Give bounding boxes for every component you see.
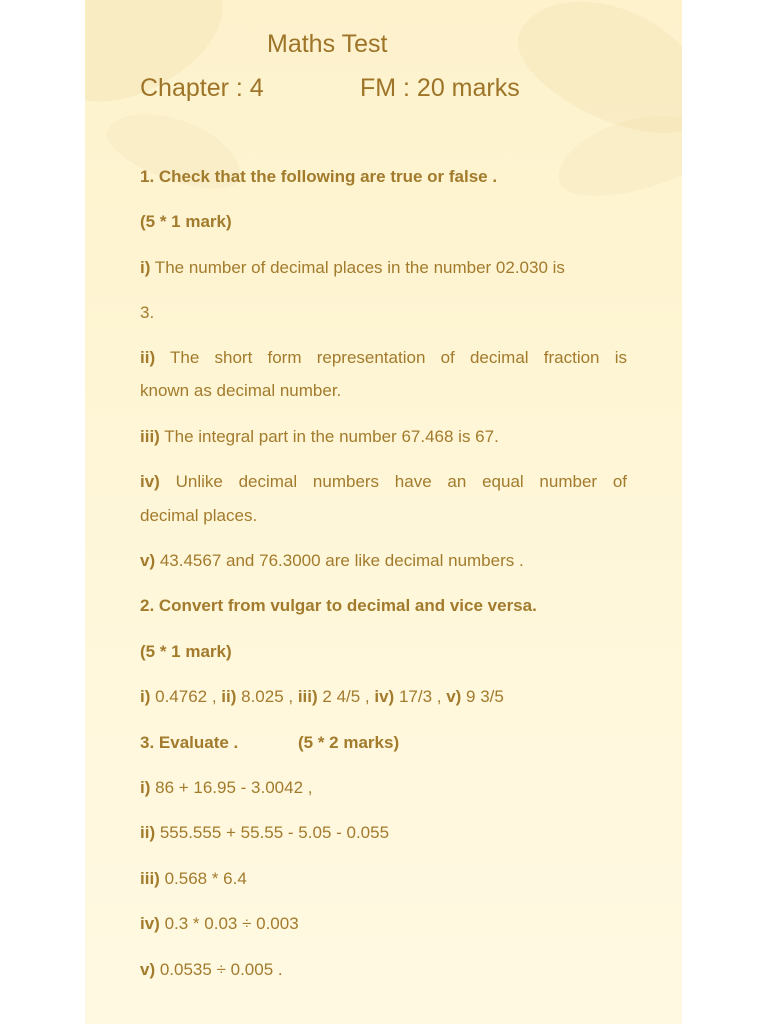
q2-parts: [140, 687, 627, 707]
item-number: iv): [140, 914, 160, 933]
item-number: i): [140, 778, 151, 797]
item-text: 17/3 ,: [394, 687, 447, 706]
q3-item-5: [140, 960, 627, 980]
q1-item-5: [140, 551, 627, 571]
item-number: ii): [221, 687, 237, 706]
item-number: v): [140, 551, 156, 570]
q1-item-1-continuation: 3.: [140, 303, 155, 322]
item-number: iii): [140, 427, 160, 446]
q1-item-3: [140, 427, 627, 447]
item-text: The short form representation of decimal fraction is: [155, 348, 627, 367]
full-marks-label: FM : 20 marks: [360, 74, 520, 102]
item-text: The integral part in the number 67.468 is 67.: [159, 427, 499, 446]
item-text: 0.0535 ÷ 0.005 .: [155, 960, 283, 979]
item-number: iii): [140, 869, 160, 888]
question-3-heading: 3. Evaluate .: [140, 733, 239, 752]
item-text: 0.4762 ,: [150, 687, 222, 706]
item-text: Unlike decimal numbers have an equal number of: [159, 472, 627, 491]
item-number: i): [140, 687, 151, 706]
question-1-marks: (5 * 1 mark): [140, 212, 232, 231]
question-3-marks: (5 * 2 marks): [298, 733, 400, 752]
item-number: iii): [297, 687, 318, 706]
test-sheet: [85, 0, 682, 1024]
question-1-heading: 1. Check that the following are true or false .: [140, 167, 498, 186]
q1-item-1: [140, 258, 627, 278]
page-title: Maths Test: [267, 30, 388, 58]
q1-item-2-continuation: known as decimal number.: [140, 381, 342, 400]
q3-item-4: [140, 914, 627, 934]
item-text: 555.555 + 55.55 - 5.05 - 0.055: [155, 823, 390, 842]
q1-item-4: [140, 472, 627, 492]
item-number: i): [140, 258, 151, 277]
question-2-heading: 2. Convert from vulgar to decimal and vice versa.: [140, 596, 537, 615]
item-text: 8.025 ,: [236, 687, 298, 706]
item-text: The number of decimal places in the number 02.030 is: [150, 258, 565, 277]
item-number: v): [446, 687, 462, 706]
item-number: iv): [374, 687, 395, 706]
item-text: 9 3/5: [461, 687, 504, 706]
question-2-marks: (5 * 1 mark): [140, 642, 232, 661]
item-text: 43.4567 and 76.3000 are like decimal numbers .: [155, 551, 524, 570]
item-text: 0.568 * 6.4: [159, 869, 247, 888]
item-text: 0.3 * 0.03 ÷ 0.003: [159, 914, 299, 933]
item-number: iv): [140, 472, 160, 491]
q3-item-2: [140, 823, 627, 843]
item-text: 2 4/5 ,: [317, 687, 375, 706]
item-number: ii): [140, 348, 156, 367]
item-number: v): [140, 960, 156, 979]
leaf-shadow-decoration: [85, 0, 243, 127]
item-text: 86 + 16.95 - 3.0042 ,: [150, 778, 313, 797]
item-number: ii): [140, 823, 156, 842]
q1-item-2: [140, 348, 627, 368]
chapter-label: Chapter : 4: [140, 74, 264, 102]
q3-item-3: [140, 869, 627, 889]
q1-item-4-continuation: decimal places.: [140, 506, 258, 525]
q3-item-1: [140, 778, 627, 798]
